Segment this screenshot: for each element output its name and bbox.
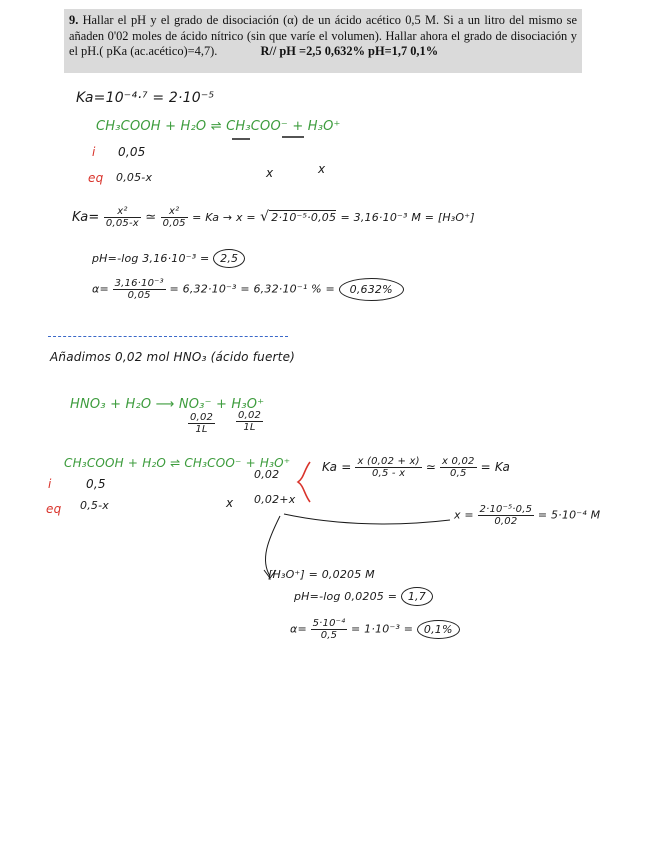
label-initial: i [92, 145, 96, 159]
alpha-lhs-2: α= [290, 622, 307, 636]
x-numerator-2: 2·10⁻⁵·0,5 [479, 504, 533, 515]
brace-stroke [298, 462, 310, 502]
eq-x-acetate: x [266, 166, 274, 180]
ka-lhs-2: Ka = [322, 460, 352, 474]
ka-lhs: Ka= [72, 210, 100, 225]
ka-numerator-2: x (0,02 + x) [357, 456, 420, 467]
approx-sign: ≃ [145, 210, 157, 225]
alpha-numerator-2: 5·10⁻⁴ [312, 618, 346, 629]
ka-denominator-approx: 0,05 [162, 218, 186, 229]
approx-sign-2: ≃ [425, 460, 436, 474]
arrow-head-down [264, 570, 276, 578]
sqrt-symbol: √ [260, 209, 270, 225]
ka-numerator-approx: x² [161, 206, 188, 218]
alpha-denominator-2: 0,5 [320, 630, 338, 641]
part2-title: Añadimos 0,02 mol HNO₃ (ácido fuerte) [50, 350, 296, 364]
label-equilibrium: eq [88, 171, 104, 185]
ka-numerator-approx-2: x 0,02 [442, 456, 475, 467]
ka-value: Ka=10⁻⁴·⁷ = 2·10⁻⁵ [76, 90, 215, 106]
h3o-denominator: 1L [243, 422, 256, 433]
x-result-2: = 5·10⁻⁴ M [537, 508, 601, 522]
ka-rhs: = Ka → x = [192, 211, 256, 224]
ph-calc-2: pH=-log 0,0205 = [294, 590, 398, 603]
h3o-numerator: 0,02 [238, 410, 262, 421]
eq-x-2: x [226, 496, 234, 510]
arrow-to-x [284, 514, 450, 524]
h3o-initial-2: 0,02 [254, 468, 280, 481]
x-denominator-2: 0,02 [494, 516, 518, 527]
label-initial-2: i [48, 477, 52, 491]
alpha-numerator-1: 3,16·10⁻³ [114, 278, 164, 289]
eq-x-hydronium: x [318, 162, 326, 176]
eq-acid-conc: 0,05-x [116, 171, 153, 184]
initial-conc-2: 0,5 [86, 477, 106, 491]
label-equilibrium-2: eq [46, 502, 62, 516]
no3-numerator: 0,02 [190, 412, 214, 423]
no3-denominator: 1L [195, 424, 208, 435]
x-lhs-2: x = [454, 508, 474, 522]
arrow-curve-down [265, 516, 280, 576]
eq-h3o-2: 0,02+x [254, 493, 296, 506]
ph-calc-1: pH=-log 3,16·10⁻³ = [92, 252, 210, 265]
alpha-result-2: 0,1% [417, 620, 460, 639]
ph-result-2: 1,7 [401, 587, 433, 606]
reaction-nitric: HNO₃ + H₂O ⟶ NO₃⁻ + H₃O⁺ [70, 397, 265, 412]
h3o-conc-2: [H₃O⁺] = 0,0205 M [268, 568, 375, 581]
x-result: = 3,16·10⁻³ M = [H₃O⁺] [340, 211, 475, 224]
initial-conc: 0,05 [118, 145, 146, 159]
ph-result-1: 2,5 [213, 249, 245, 268]
problem-number: 9. [69, 13, 79, 27]
ka-denominator: 0,05-x [105, 218, 139, 229]
ka-numerator: x² [104, 206, 141, 218]
ka-denominator-approx-2: 0,5 [450, 468, 467, 479]
alpha-result-1: 0,632% [339, 278, 404, 301]
ka-denominator-2: 0,5 - x [372, 468, 406, 479]
reaction-acetic-2: CH₃COOH + H₂O ⇌ CH₃COO⁻ + H₃O⁺ [64, 456, 291, 470]
eq-acid-conc-2: 0,5-x [80, 499, 109, 512]
sqrt-content: 2·10⁻⁵·0,05 [271, 211, 337, 224]
ka-rhs-2: = Ka [480, 460, 511, 474]
reaction-acetic: CH₃COOH + H₂O ⇌ CH₃COO⁻ + H₃O⁺ [96, 119, 341, 134]
problem-answer: R// pH =2,5 0,632% pH=1,7 0,1% [260, 44, 439, 59]
alpha-denominator-1: 0,05 [127, 290, 151, 301]
alpha-mid-2: = 1·10⁻³ = [351, 622, 414, 636]
alpha-lhs-1: α= [92, 282, 109, 296]
alpha-mid-1: = 6,32·10⁻³ = 6,32·10⁻¹ % = [169, 282, 335, 296]
problem-body: Hallar el pH y el grado de disociación (α) de un ácido acético 0,5 M. Si a un litro del mismo se añaden 0'02 moles de ácido nítrico (sin que varíe el volumen). Hallar ahora el grado de disociación y el pH.( pKa (ac.acético)=4,7). [69, 13, 577, 59]
